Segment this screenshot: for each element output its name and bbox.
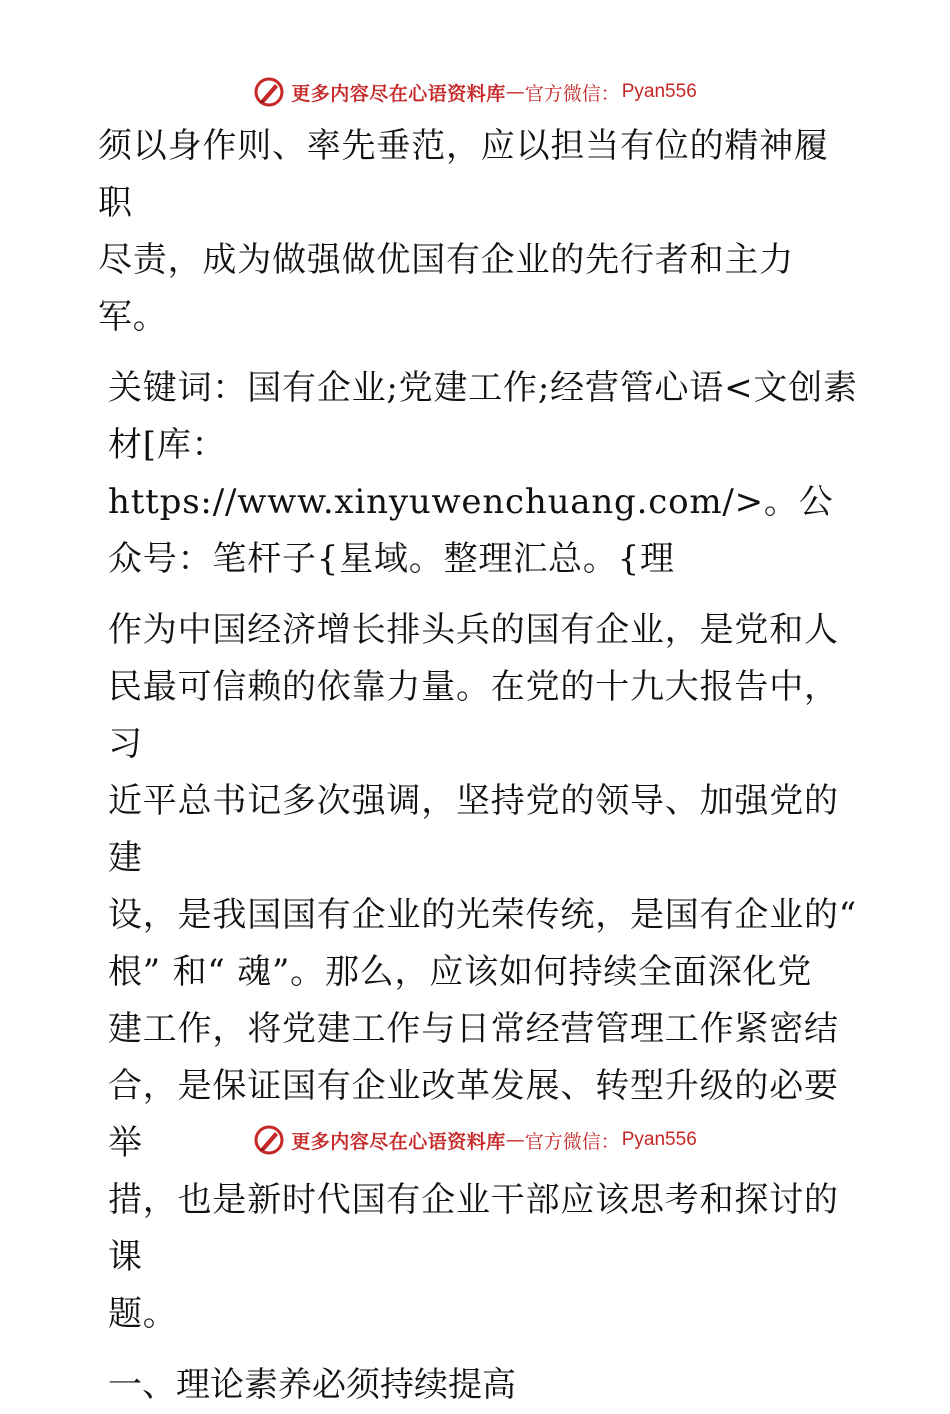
watermark-text: 更多内容尽在心语资料库	[291, 1130, 506, 1153]
pen-logo-icon	[253, 1124, 285, 1156]
watermark-text: 更多内容尽在心语资料库	[291, 82, 506, 105]
watermark-wechat-id: Pyan556	[621, 1129, 697, 1150]
watermark-dash: —	[505, 81, 525, 103]
watermark-wechat-label: 官方微信：	[524, 82, 620, 105]
paragraph-intro: 须以身作则、率先垂范，应以担当有位的精神履职 尽责，成为做强做优国有企业的先行者和主力军。	[98, 126, 829, 337]
section-heading: 一、理论素养必须持续提高	[108, 1365, 516, 1405]
pen-logo-icon	[253, 76, 285, 108]
watermark-wechat-id: Pyan556	[621, 81, 697, 102]
footer-watermark	[0, 1120, 950, 1160]
watermark-dash: —	[505, 1129, 525, 1151]
header-watermark	[0, 72, 950, 112]
paragraph-main: 作为中国经济增长排头兵的国有企业，是党和人 民最可信赖的依靠力量。在党的十九大报告中，习 近平总书记多次强调，坚持党的领导、加强党的建 设，是我国国有企业的光荣传统，是国有企业的“ 根” 和“ 魂”。那么，应该如何持续全面深化党 建工作，将党建工作与日常经营管理工作紧密结 合，是保证国有企业改革发展、转型升级的必要举 措，也是新时代国有企业干部应该思考和探讨的课 题。	[108, 610, 857, 1334]
keywords-paragraph: 关键词：国有企业;党建工作;经营管心语<文创素 材[库：https://www.xinyuwenchuang.com/>。公 众号：笔杆子{星域。整理汇总。{理	[108, 368, 858, 579]
document-body	[98, 118, 858, 1414]
watermark-wechat-label: 官方微信：	[524, 1130, 620, 1153]
